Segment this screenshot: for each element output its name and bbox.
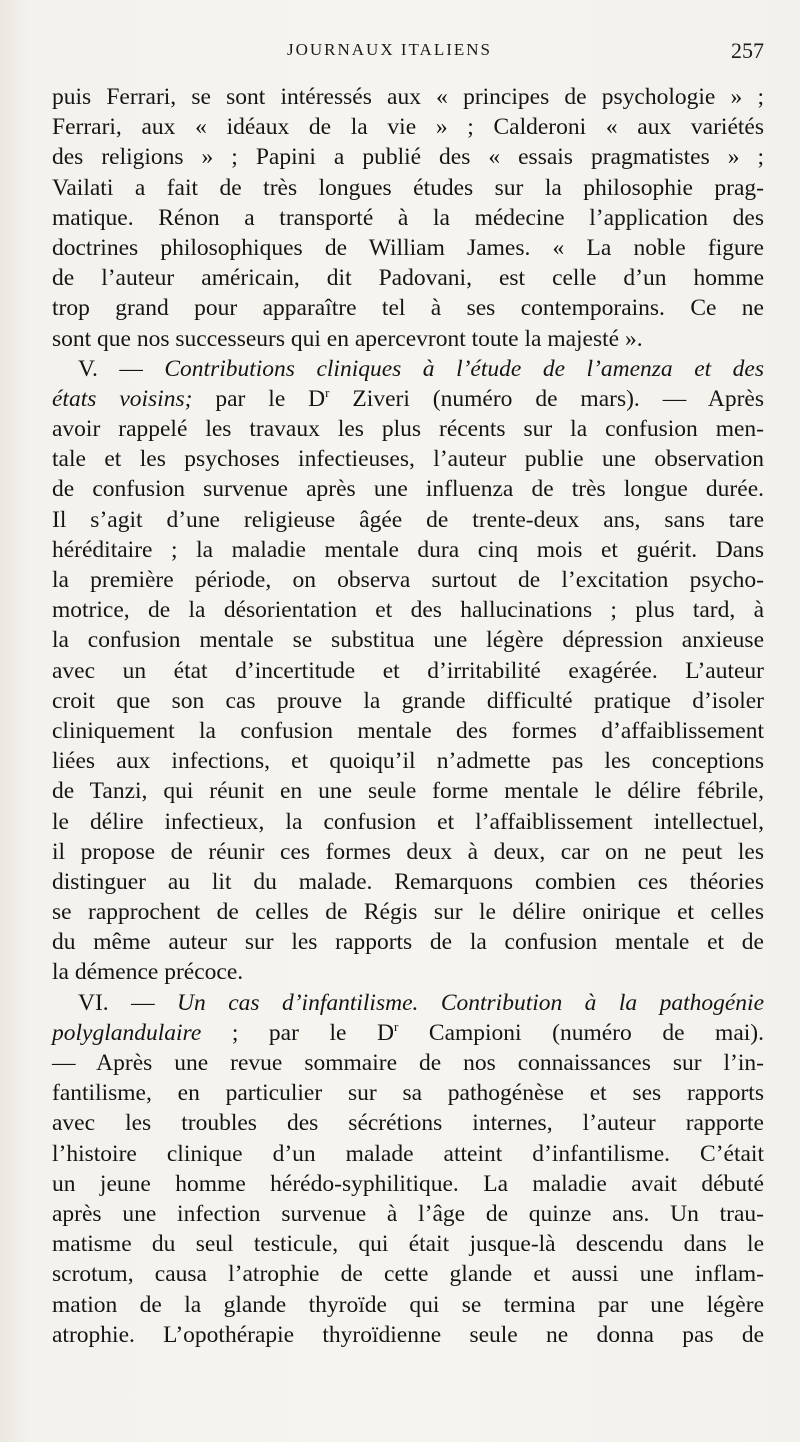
section-title: Contributions cliniques à l’étude de l’amenza et des <box>164 355 764 382</box>
text-line: matique. Rénon a transporté à la médecine l’application des <box>52 204 764 231</box>
text-line: il propose de réunir ces formes deux à deux, car on ne peut les <box>52 838 764 865</box>
text-line: matisme du seul testicule, qui était jusque-là descendu dans le <box>52 1231 764 1258</box>
text-line: des religions » ; Papini a publié des « essais pragmatistes » ; <box>52 144 764 171</box>
text-line: le délire infectieux, la confusion et l’affaiblissement intellectuel, <box>52 808 764 835</box>
text-line: du même auteur sur les rapports de la confusion mentale et de <box>52 929 764 956</box>
text-line: Il s’agit d’une religieuse âgée de trente-deux ans, sans tare <box>52 506 764 533</box>
text-line: atrophie. L’opothérapie thyroïdienne seule ne donna pas de <box>52 1321 764 1348</box>
section-number: VI. — <box>78 989 178 1016</box>
author-prefix: par le D <box>192 385 326 412</box>
author-prefix: ; par le D <box>201 1019 394 1046</box>
section-heading-line <box>52 988 764 1018</box>
text-line: cliniquement la confusion mentale des formes d’affaiblissement <box>52 717 764 744</box>
running-title: JOURNAUX ITALIENS <box>287 40 492 59</box>
section-heading-line <box>52 384 764 414</box>
section-title-continued: polyglandulaire <box>52 1019 202 1046</box>
text-line: scrotum, causa l’atrophie de cette glande et aussi une inflam- <box>52 1261 764 1288</box>
body-text <box>52 82 764 1350</box>
text-line: doctrines philosophiques de William James. « La noble figure <box>52 234 764 261</box>
section-heading-line <box>52 1018 764 1048</box>
superscript: r <box>325 384 330 400</box>
text-line: la démence précoce. <box>52 959 244 986</box>
text-line: mation de la glande thyroïde qui se termina par une légère <box>52 1291 764 1318</box>
author-source: Ziveri (numéro de mars). — Après <box>329 385 764 412</box>
text-line: trop grand pour apparaître tel à ses contemporains. Ce ne <box>52 295 764 322</box>
text-line: sont que nos successeurs qui en apercevront toute la majesté ». <box>52 325 643 352</box>
superscript: r <box>393 1018 399 1034</box>
text-line: Ferrari, aux « idéaux de la vie » ; Calderoni « aux variétés <box>52 114 764 141</box>
text-line: croit que son cas prouve la grande difficulté pratique d’isoler <box>52 687 764 714</box>
text-line: un jeune homme hérédo-syphilitique. La maladie avait débuté <box>52 1170 764 1197</box>
text-line: de l’auteur américain, dit Padovani, est celle d’un homme <box>52 265 764 292</box>
section-heading-line <box>52 354 764 384</box>
section-number: V. — <box>78 355 165 382</box>
text-line: fantilisme, en particulier sur sa pathogénèse et ses rapports <box>52 1080 764 1107</box>
text-line: liées aux infections, et quoiqu’il n’admette pas les conceptions <box>52 748 764 775</box>
text-line: après une infection survenue à l’âge de quinze ans. Un trau- <box>52 1200 764 1227</box>
text-line: l’histoire clinique d’un malade atteint d’infantilisme. C’était <box>52 1140 764 1167</box>
section-title: Un cas d’infantilisme. Contribution à la pathogénie <box>177 989 765 1016</box>
author-source: Campioni (numéro de mai). <box>398 1019 764 1046</box>
text-line: Vailati a fait de très longues études sur la philosophie prag- <box>52 174 764 201</box>
text-line: distinguer au lit du malade. Remarquons combien ces théories <box>52 868 764 895</box>
text-line: puis Ferrari, se sont intéressés aux « principes de psychologie » ; <box>52 84 764 110</box>
page-header <box>52 36 764 72</box>
text-line: la première période, on observa surtout de l’excitation psycho- <box>52 567 764 593</box>
text-line: se rapprochent de celles de Régis sur le délire onirique et celles <box>52 899 764 926</box>
section-title-continued: états voisins; <box>52 385 193 412</box>
text-line: tale et les psychoses infectieuses, l’auteur publie une observation <box>52 446 764 473</box>
text-line: avec un état d’incertitude et d’irritabilité exagérée. L’auteur <box>52 657 764 684</box>
text-line: avec les troubles des sécrétions internes, l’auteur rapporte <box>52 1110 764 1137</box>
text-line: héréditaire ; la maladie mentale dura cinq mois et guérit. Dans <box>52 536 764 563</box>
text-line: la confusion mentale se substitua une légère dépression anxieuse <box>52 627 764 654</box>
text-line: de confusion survenue après une influenza de très longue durée. <box>52 476 764 503</box>
text-line: avoir rappelé les travaux les plus récents sur la confusion men- <box>52 416 764 443</box>
text-line: — Après une revue sommaire de nos connaissances sur l’in- <box>52 1050 764 1076</box>
page-number: 257 <box>731 38 764 63</box>
text-line: de Tanzi, qui réunit en une seule forme mentale le délire fébrile, <box>52 778 764 805</box>
text-line: motrice, de la désorientation et des hallucinations ; plus tard, à <box>52 597 764 624</box>
